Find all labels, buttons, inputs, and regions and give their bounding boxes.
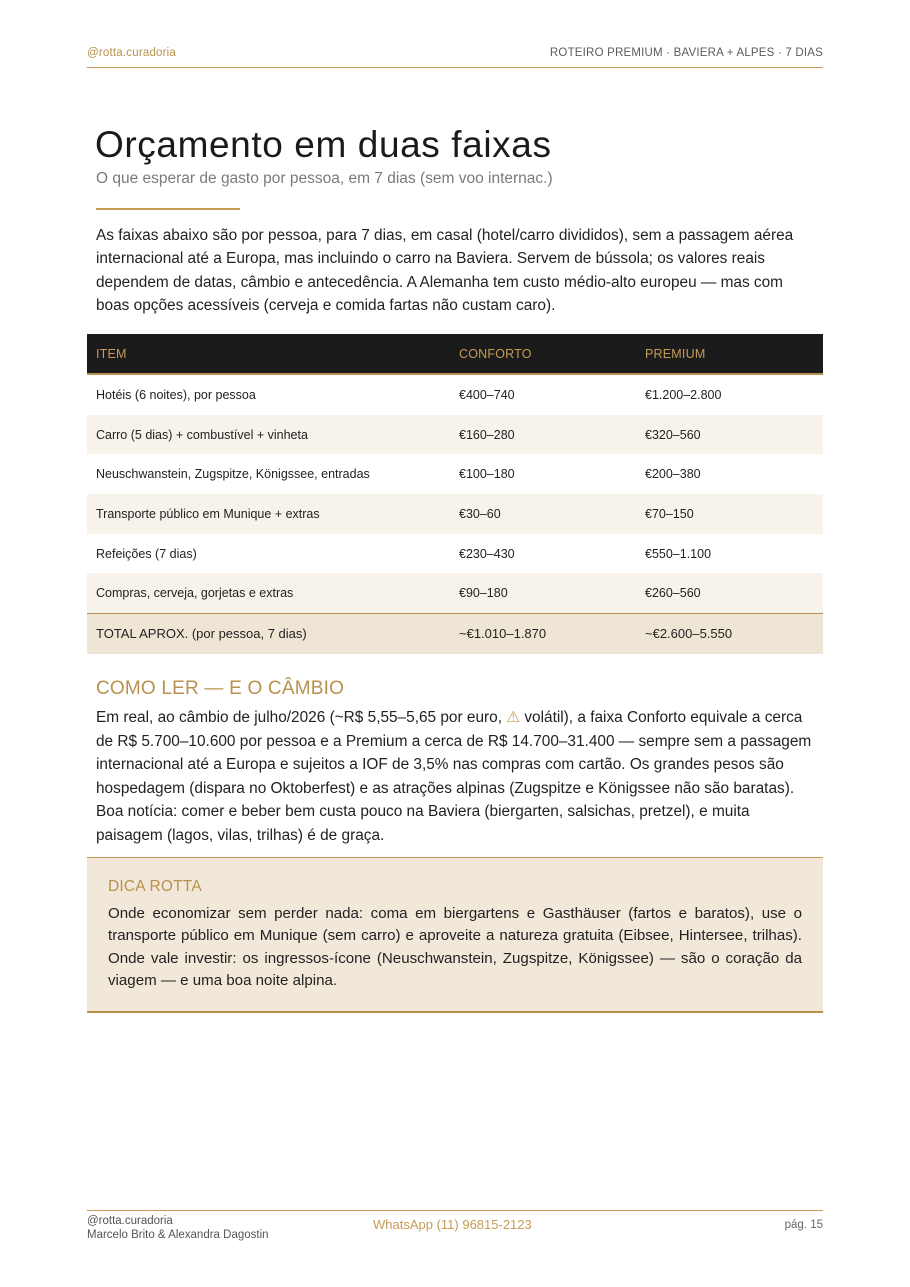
row-conforto-value: €400–740	[459, 387, 515, 402]
table-header-row	[87, 334, 823, 374]
budget-table	[87, 334, 823, 654]
footer-authors: Marcelo Brito & Alexandra Dagostin	[87, 1229, 269, 1241]
page-footer	[87, 1210, 823, 1251]
table-row	[87, 415, 823, 455]
header-brand: @rotta.curadoria	[87, 47, 177, 59]
row-premium-value: €1.200–2.800	[645, 387, 722, 402]
row-premium-value: €260–560	[636, 573, 823, 613]
footer-brand: @rotta.curadoria	[87, 1215, 173, 1227]
row-item: Compras, cerveja, gorjetas e extras	[87, 573, 450, 613]
section-text-end: volátil), a faixa Conforto equivale a cerca de R$ 5.700–10.600 por pessoa e a Premium a cerca de R$ 14.700–31.400 — sempre sem a passagem internacional até a Europa e sujeitos a IOF de 3,5% nas compras com cartão. Os grandes pesos são hospedagem (dispara no Oktoberfest) e as atrações alpinas (Zugspitze e Königssee não são baratas). Boa notícia: comer e beber bem custa pouco na Baviera (biergarten, salsichas, pretzel), e muita paisagem (lagos, vilas, trilhas) é de graça.	[96, 709, 812, 844]
page-subtitle: O que esperar de gasto por pessoa, em 7 dias (sem voo internac.)	[96, 170, 553, 187]
tip-body: Onde economizar sem perder nada: coma em biergartens e Gasthäuser (fartos e baratos), use o transporte público em Munique (sem carro) e aproveite a natureza gratuita (Eibsee, Hintersee, trilhas). Onde vale investir: os ingressos-ícone (Neuschwanstein, Zugspitze, Königssee) — são o coração da viagem — e uma boa noite alpina.	[108, 905, 802, 989]
section-paragraph	[96, 706, 820, 847]
row-conforto-value: €100–180	[459, 467, 515, 482]
table-row	[87, 454, 823, 494]
table-total-row	[87, 614, 823, 654]
table-row	[87, 534, 823, 574]
total-premium-value: ~€2.600–5.550	[636, 614, 823, 654]
row-item: Hotéis (6 noites), por pessoa	[96, 387, 256, 402]
row-conforto-value: €90–180	[450, 573, 636, 613]
row-premium-value: €70–150	[636, 494, 823, 534]
title-divider	[96, 208, 240, 210]
row-premium-value: €200–380	[645, 467, 701, 482]
warning-icon: ⚠	[506, 709, 521, 726]
row-item: Transporte público em Munique + extras	[87, 494, 450, 534]
table-row	[87, 573, 823, 613]
total-conforto-value: ~€1.010–1.870	[450, 614, 636, 654]
column-header-premium: PREMIUM	[636, 334, 823, 374]
row-conforto-value: €230–430	[459, 546, 515, 561]
tip-box	[87, 857, 823, 1013]
row-conforto-value: €30–60	[450, 494, 636, 534]
footer-whatsapp: WhatsApp (11) 96815-2123	[373, 1217, 532, 1232]
table-row	[87, 374, 823, 415]
row-premium-value: €550–1.100	[645, 546, 712, 561]
page-title: Orçamento em duas faixas	[95, 124, 552, 165]
total-label: TOTAL APROX. (por pessoa, 7 dias)	[87, 614, 450, 654]
row-item: Neuschwanstein, Zugspitze, Königssee, entradas	[96, 467, 370, 482]
column-header-conforto: CONFORTO	[450, 334, 636, 374]
row-item: Refeições (7 dias)	[96, 546, 197, 561]
page-header	[87, 45, 823, 68]
page-number: pág. 15	[784, 1219, 823, 1231]
section-title: COMO LER — E O CÂMBIO	[96, 678, 345, 699]
intro-paragraph: As faixas abaixo são por pessoa, para 7 dias, em casal (hotel/carro divididos), sem a passagem aérea internacional até a Europa, mas incluindo o carro na Baviera. Servem de bússola; os valores reais dependem de datas, câmbio e antecedência. A Alemanha tem custo médio-alto europeu — mas com boas opções acessíveis (cerveja e comida fartas não custam caro).	[96, 227, 794, 315]
tip-title: DICA ROTTA	[108, 878, 202, 895]
column-header-item: ITEM	[87, 334, 450, 374]
row-premium-value: €320–560	[636, 415, 823, 455]
header-document-title: ROTEIRO PREMIUM · BAVIERA + ALPES · 7 DIAS	[549, 47, 823, 59]
section-text-start: Em real, ao câmbio de julho/2026 (~R$ 5,55–5,65 por euro,	[96, 709, 507, 726]
row-item: Carro (5 dias) + combustível + vinheta	[87, 415, 450, 455]
footer-credits	[87, 1214, 269, 1242]
table-row	[87, 494, 823, 534]
row-conforto-value: €160–280	[450, 415, 636, 455]
